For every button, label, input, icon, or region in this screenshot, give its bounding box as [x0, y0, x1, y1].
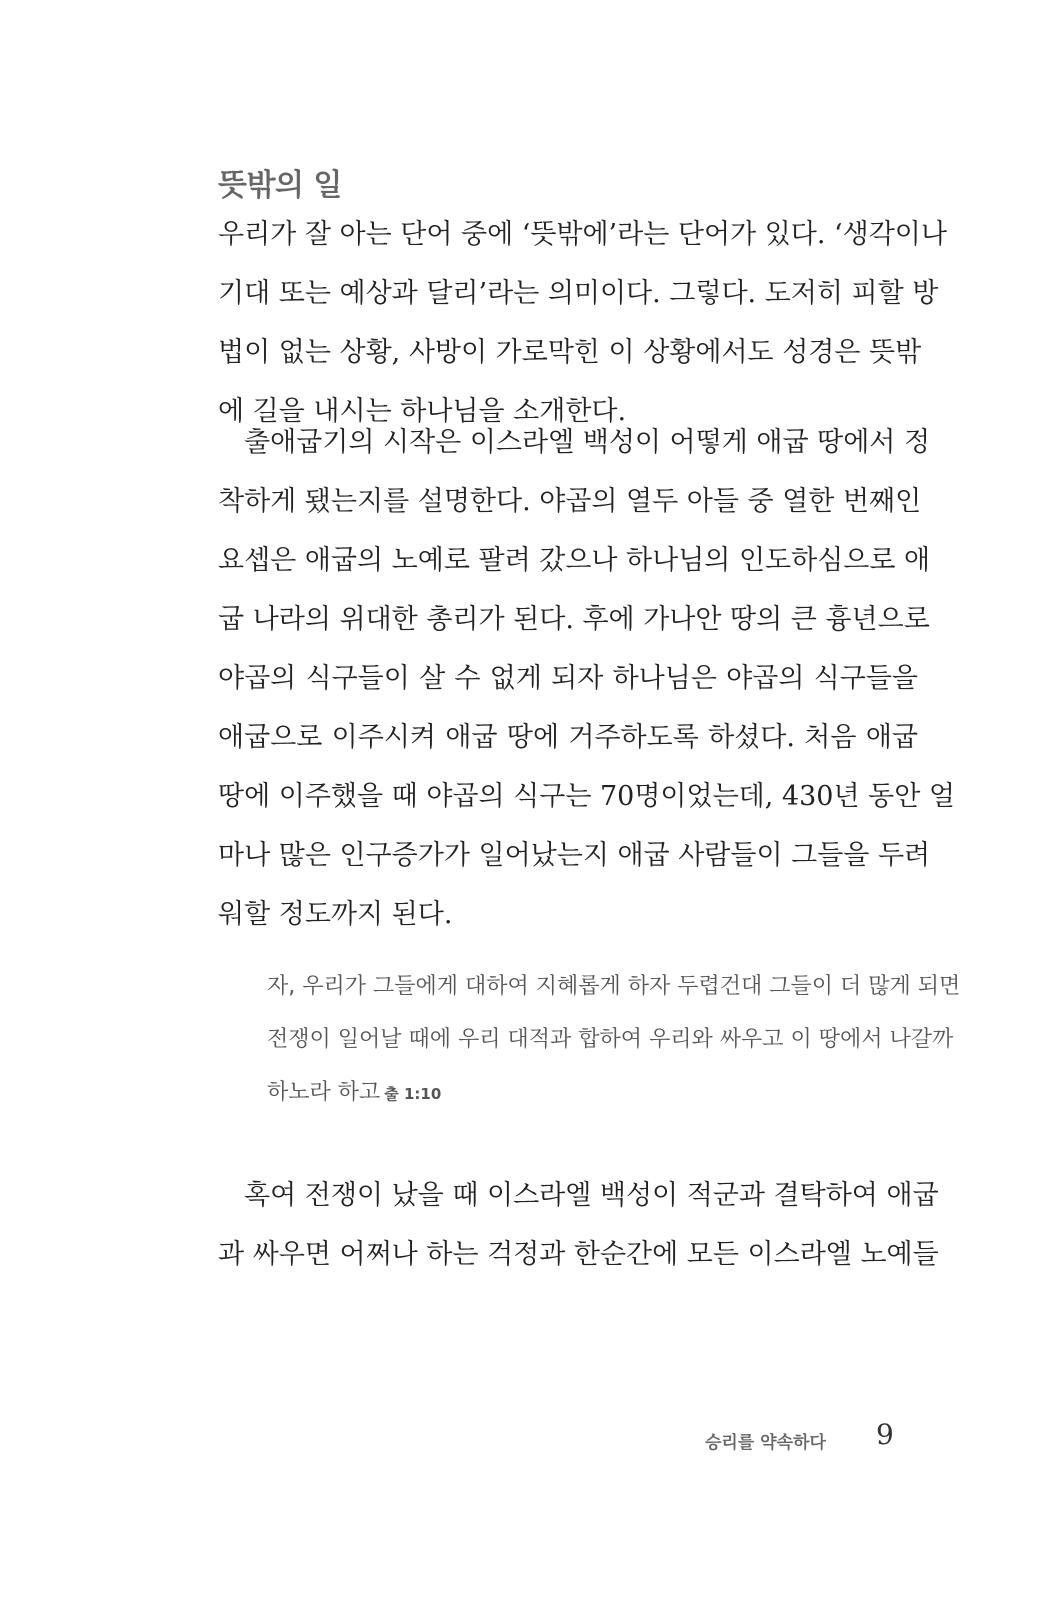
paragraph-line: 기대 또는 예상과 달리’라는 의미이다. 그렇다. 도저히 피할 방: [218, 278, 939, 309]
paragraph-line: 마나 많은 인구증가가 일어났는지 애굽 사람들이 그들을 두려: [218, 840, 931, 871]
scripture-quote: [267, 960, 961, 1119]
quote-line: 전쟁이 일어날 때에 우리 대적과 합하여 우리와 싸우고 이 땅에서 나갈까: [267, 1027, 954, 1052]
paragraph-line: 법이 없는 상황, 사방이 가로막힌 이 상황에서도 성경은 뜻밖: [218, 337, 922, 368]
quote-line-last: [267, 1066, 927, 1119]
paragraph-line: 에 길을 내시는 하나님을 소개한다.: [218, 396, 627, 427]
scripture-reference: 출 1:10: [384, 1085, 442, 1103]
quote-line: 자, 우리가 그들에게 대하여 지혜롭게 하자 두렵건대 그들이 더 많게 되면: [267, 974, 961, 999]
paragraph-line: 우리가 잘 아는 단어 중에 ‘뜻밖에’라는 단어가 있다. ‘생각이나: [218, 219, 947, 250]
page-number: 9: [876, 1418, 894, 1451]
paragraph-line: 혹여 전쟁이 났을 때 이스라엘 백성이 적군과 결탁하여 애굽: [244, 1180, 939, 1211]
paragraph-line: 요셉은 애굽의 노예로 팔려 갔으나 하나님의 인도하심으로 애: [218, 545, 931, 576]
section-heading: 뜻밖의 일: [218, 168, 342, 203]
paragraph-line: 야곱의 식구들이 살 수 없게 되자 하나님은 야곱의 식구들을: [218, 663, 918, 694]
paragraph-2: [218, 413, 955, 944]
paragraph-line: 땅에 이주했을 때 야곱의 식구는 70명이었는데, 430년 동안 얼: [218, 781, 955, 812]
paragraph-line: 애굽으로 이주시켜 애굽 땅에 거주하도록 하셨다. 처음 애굽: [218, 722, 918, 753]
paragraph-line: 과 싸우면 어쩌나 하는 걱정과 한순간에 모든 이스라엘 노예들: [218, 1239, 939, 1270]
paragraph-1: [218, 205, 947, 441]
paragraph-line: 출애굽기의 시작은 이스라엘 백성이 어떻게 애굽 땅에서 정: [244, 427, 931, 458]
paragraph-line: 굽 나라의 위대한 총리가 된다. 후에 가나안 땅의 큰 흉년으로: [218, 604, 930, 635]
paragraph-line: 워할 정도까지 된다.: [218, 899, 453, 930]
paragraph-3: [218, 1166, 939, 1284]
running-footer-title: 승리를 약속하다: [705, 1433, 826, 1453]
quote-line-text: 하노라 하고: [267, 1080, 381, 1105]
paragraph-line: 착하게 됐는지를 설명한다. 야곱의 열두 아들 중 열한 번째인: [218, 486, 922, 517]
